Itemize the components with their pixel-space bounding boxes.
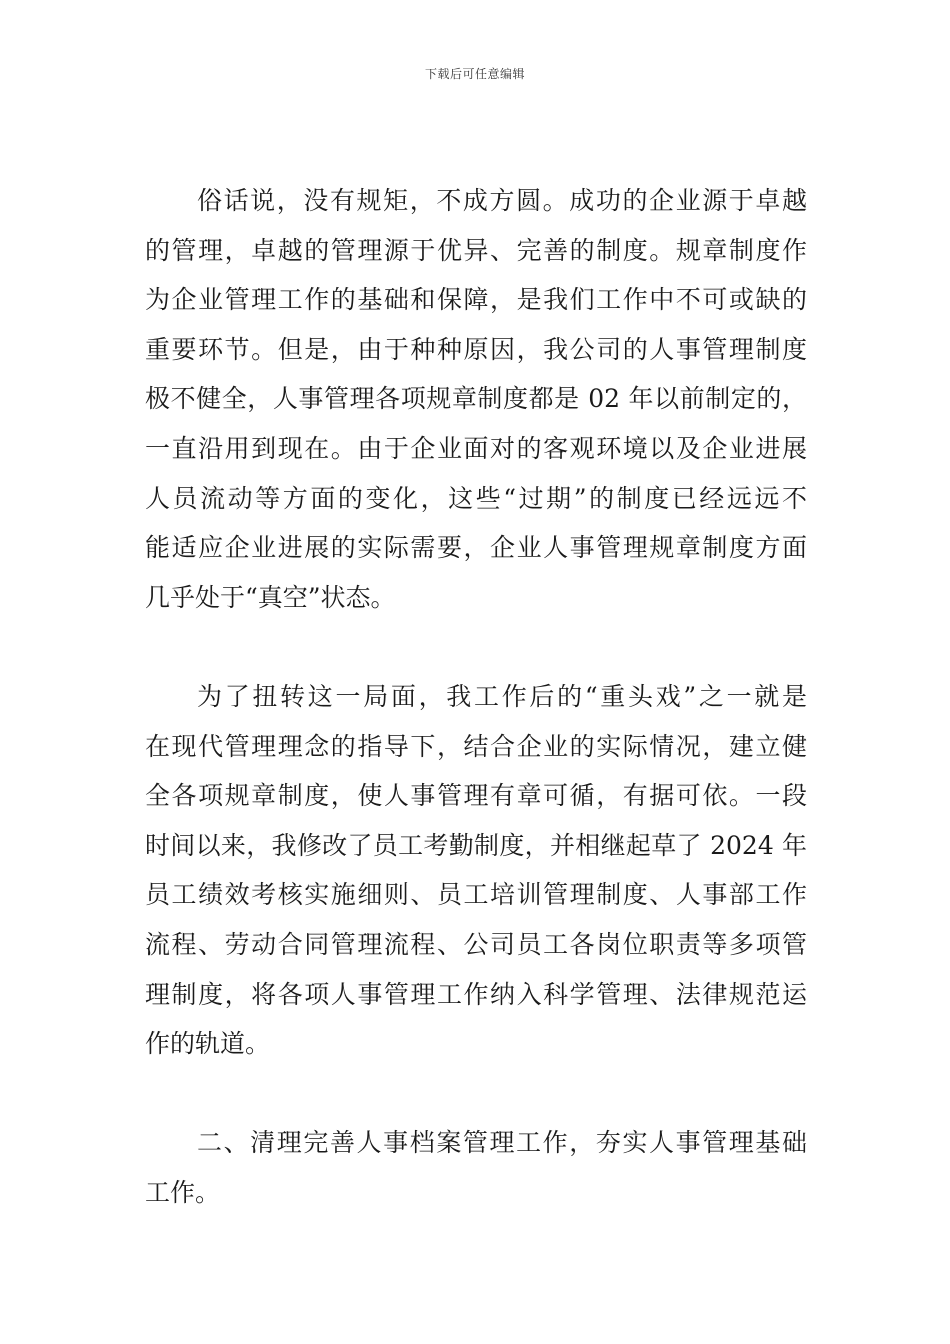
paragraph [145,176,807,622]
text-line: 时间以来，我修改了员工考勤制度，并相继起草了 2024 年 [145,830,807,860]
paragraph [145,672,807,1069]
text-line: 工作。 [145,1177,221,1207]
text-line: 流程、劳动合同管理流程、公司员工各岗位职责等多项管 [145,929,807,959]
text-line: 全各项规章制度，使人事管理有章可循，有据可依。一段 [145,781,807,811]
text-line: 作的轨道。 [145,1029,271,1059]
text-line: 员工绩效考核实施细则、员工培训管理制度、人事部工作 [145,880,807,910]
text-line: 在现代管理理念的指导下，结合企业的实际情况，建立健 [145,731,807,761]
text-line: 重要环节。但是，由于种种原因，我公司的人事管理制度 [145,334,807,364]
document-body [145,176,807,1217]
paragraph-spacer [145,1069,807,1119]
text-line: 极不健全，人事管理各项规章制度都是 02 年以前制定的， [145,384,807,414]
text-line: 的管理，卓越的管理源于优异、完善的制度。规章制度作 [145,235,807,265]
text-line: 一直沿用到现在。由于企业面对的客观环境以及企业进展 [145,433,807,463]
text-line: 二、清理完善人事档案管理工作，夯实人事管理基础 [197,1128,807,1158]
text-line: 为了扭转这一局面，我工作后的“重头戏”之一就是 [197,681,807,711]
text-line: 人员流动等方面的变化，这些“过期”的制度已经远远不 [145,483,807,513]
text-line: 俗话说，没有规矩，不成方圆。成功的企业源于卓越 [197,186,807,215]
section-heading [145,1118,807,1217]
text-line: 能适应企业进展的实际需要，企业人事管理规章制度方面 [145,533,807,563]
text-line: 几乎处于“真空”状态。 [145,582,396,612]
paragraph-spacer [145,622,807,672]
page-header: 下载后可任意编辑 [424,67,525,81]
text-line: 理制度，将各项人事管理工作纳入科学管理、法律规范运 [145,979,807,1009]
text-line: 为企业管理工作的基础和保障，是我们工作中不可或缺的 [145,285,807,315]
